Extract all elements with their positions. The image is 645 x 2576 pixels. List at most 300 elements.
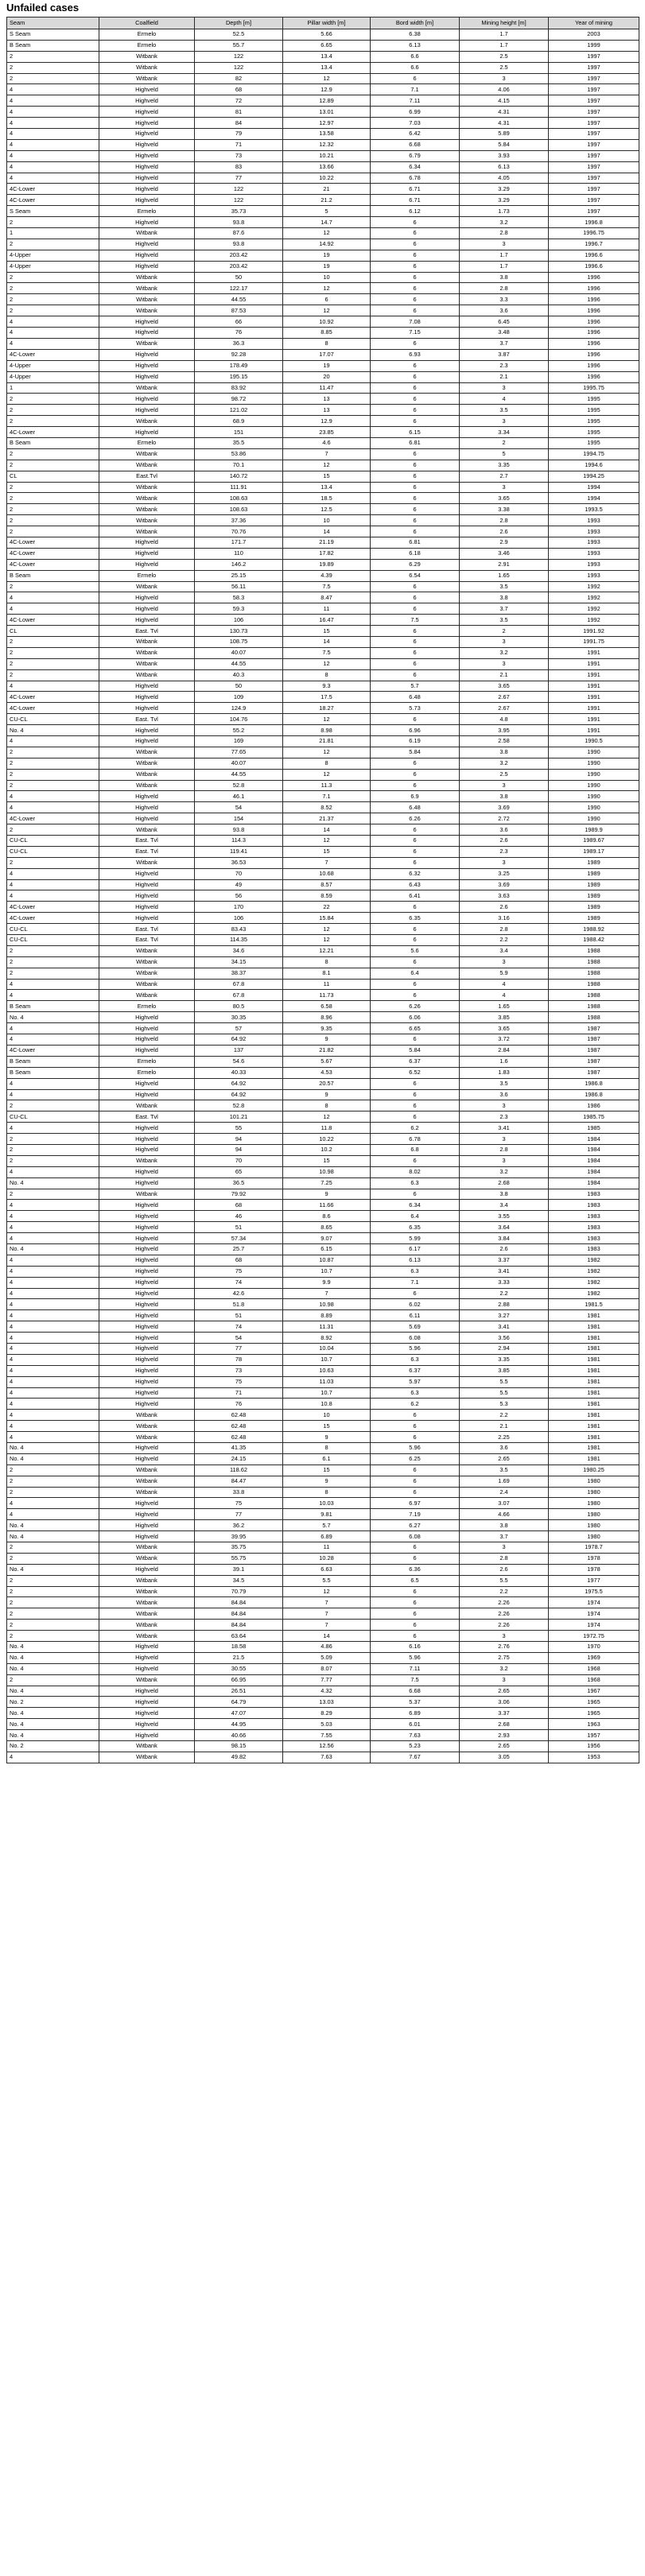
table-row (7, 305, 639, 316)
cell-year-of-mining: 1981 (549, 1399, 639, 1410)
cell-seam: 2 (7, 448, 99, 460)
cell-pillar-width: 12 (283, 1586, 371, 1597)
cell-seam: 4 (7, 1299, 99, 1310)
table-row (7, 913, 639, 924)
cell-mining-height: 2.2 (460, 1410, 549, 1421)
cell-pillar-width: 8.89 (283, 1310, 371, 1321)
table-row (7, 902, 639, 913)
cell-pillar-width: 11.3 (283, 780, 371, 791)
cell-bord-width: 6 (371, 669, 460, 681)
cell-bord-width: 6.93 (371, 349, 460, 360)
table-row (7, 1741, 639, 1752)
cell-depth: 37.36 (195, 515, 283, 526)
cell-coalfield: Highveld (99, 261, 195, 272)
cell-mining-height: 2.84 (460, 1045, 549, 1056)
cell-pillar-width: 17.07 (283, 349, 371, 360)
cell-depth: 64.92 (195, 1034, 283, 1046)
cell-pillar-width: 13.03 (283, 1697, 371, 1708)
cell-seam: 4 (7, 95, 99, 107)
cell-mining-height: 3.7 (460, 603, 549, 615)
cell-year-of-mining: 1978.7 (549, 1542, 639, 1554)
table-row (7, 824, 639, 836)
cell-depth: 75 (195, 1498, 283, 1509)
cell-bord-width: 6 (371, 592, 460, 603)
cell-seam: No. 4 (7, 1730, 99, 1741)
cell-coalfield: Highveld (99, 1498, 195, 1509)
cell-mining-height: 3.07 (460, 1498, 549, 1509)
cell-year-of-mining: 1988 (549, 945, 639, 956)
cell-depth: 46.1 (195, 791, 283, 802)
cell-pillar-width: 7.1 (283, 791, 371, 802)
cell-mining-height: 3.64 (460, 1222, 549, 1233)
cell-pillar-width: 8.85 (283, 328, 371, 339)
cell-seam: 4 (7, 139, 99, 150)
cell-coalfield: Witbank (99, 1465, 195, 1476)
cell-mining-height: 4.15 (460, 95, 549, 107)
cell-year-of-mining: 1992 (549, 603, 639, 615)
cell-mining-height: 2.6 (460, 1564, 549, 1575)
header-bord-width: Bord width [m] (371, 17, 460, 29)
cell-mining-height: 3.8 (460, 747, 549, 758)
cell-depth: 101.21 (195, 1111, 283, 1123)
cell-bord-width: 6 (371, 228, 460, 239)
cell-seam: 2 (7, 769, 99, 780)
cell-mining-height: 2.6 (460, 902, 549, 913)
cell-depth: 82 (195, 73, 283, 84)
cell-mining-height: 3 (460, 382, 549, 394)
cell-year-of-mining: 1988.42 (549, 935, 639, 946)
cell-seam: 4C-Lower (7, 427, 99, 438)
cell-year-of-mining: 1980.25 (549, 1465, 639, 1476)
cell-seam: 4 (7, 736, 99, 747)
cell-bord-width: 7.15 (371, 328, 460, 339)
cell-coalfield: Highveld (99, 1663, 195, 1674)
cell-bord-width: 6.37 (371, 1365, 460, 1376)
table-row (7, 1189, 639, 1200)
table-row (7, 482, 639, 493)
cell-bord-width: 6.8 (371, 1144, 460, 1155)
cell-mining-height: 2.94 (460, 1343, 549, 1354)
cell-depth: 87.53 (195, 305, 283, 316)
cell-mining-height: 3.5 (460, 405, 549, 416)
cell-year-of-mining: 1957 (549, 1730, 639, 1741)
cell-bord-width: 6 (371, 769, 460, 780)
cell-coalfield: Witbank (99, 1586, 195, 1597)
table-row (7, 195, 639, 206)
cell-seam: 4 (7, 1266, 99, 1277)
cell-coalfield: Highveld (99, 791, 195, 802)
cell-pillar-width: 9.07 (283, 1233, 371, 1244)
cell-bord-width: 6.26 (371, 813, 460, 824)
cell-seam: 4 (7, 107, 99, 118)
cell-coalfield: Witbank (99, 669, 195, 681)
cell-year-of-mining: 1980 (549, 1520, 639, 1531)
cell-year-of-mining: 1993 (549, 537, 639, 548)
cell-depth: 87.6 (195, 228, 283, 239)
cell-seam: CU-CL (7, 836, 99, 847)
cell-seam: 4C-Lower (7, 184, 99, 195)
cell-mining-height: 1.69 (460, 1476, 549, 1487)
cell-seam: B Seam (7, 437, 99, 448)
cell-seam: CU-CL (7, 846, 99, 857)
cell-depth: 111.91 (195, 482, 283, 493)
cell-depth: 92.28 (195, 349, 283, 360)
cell-bord-width: 7.5 (371, 615, 460, 626)
cell-mining-height: 5.5 (460, 1376, 549, 1387)
cell-year-of-mining: 1991 (549, 647, 639, 658)
cell-seam: 2 (7, 1608, 99, 1620)
table-row (7, 1089, 639, 1100)
cell-depth: 66.95 (195, 1674, 283, 1686)
cell-coalfield: Highveld (99, 813, 195, 824)
cell-bord-width: 6.34 (371, 1200, 460, 1211)
cell-seam: 2 (7, 73, 99, 84)
cell-mining-height: 2.3 (460, 360, 549, 371)
cell-seam: 4 (7, 1233, 99, 1244)
cell-mining-height: 3.4 (460, 945, 549, 956)
cell-depth: 62.48 (195, 1421, 283, 1432)
cell-pillar-width: 8 (283, 1443, 371, 1454)
cell-bord-width: 6 (371, 758, 460, 769)
cell-depth: 36.3 (195, 338, 283, 349)
table-row (7, 1564, 639, 1575)
cell-mining-height: 3.65 (460, 493, 549, 504)
cell-bord-width: 7.1 (371, 1277, 460, 1288)
cell-seam: 4 (7, 1421, 99, 1432)
cell-year-of-mining: 1992 (549, 592, 639, 603)
cell-bord-width: 7.03 (371, 118, 460, 129)
cell-mining-height: 3.6 (460, 824, 549, 836)
cell-coalfield: Ermelo (99, 1001, 195, 1012)
cell-mining-height: 5.3 (460, 1399, 549, 1410)
cell-coalfield: Highveld (99, 703, 195, 714)
cell-coalfield: Highveld (99, 1012, 195, 1023)
cell-mining-height: 3.33 (460, 1277, 549, 1288)
cell-pillar-width: 5.67 (283, 1056, 371, 1067)
cell-pillar-width: 5.66 (283, 29, 371, 41)
cell-coalfield: Highveld (99, 1023, 195, 1034)
cell-depth: 41.35 (195, 1443, 283, 1454)
cell-pillar-width: 13 (283, 405, 371, 416)
cell-coalfield: Highveld (99, 868, 195, 879)
cell-mining-height: 3 (460, 857, 549, 868)
cell-year-of-mining: 1995 (549, 427, 639, 438)
cell-mining-height: 3 (460, 658, 549, 669)
cell-year-of-mining: 1997 (549, 206, 639, 217)
table-row (7, 526, 639, 537)
cell-bord-width: 6 (371, 394, 460, 405)
table-row (7, 1730, 639, 1741)
cell-year-of-mining: 1993 (549, 526, 639, 537)
cell-year-of-mining: 1981.5 (549, 1299, 639, 1310)
cell-pillar-width: 12.89 (283, 95, 371, 107)
cell-bord-width: 6 (371, 1465, 460, 1476)
cell-pillar-width: 14.7 (283, 217, 371, 228)
cell-bord-width: 6.11 (371, 1310, 460, 1321)
table-row (7, 1354, 639, 1365)
table-row (7, 1531, 639, 1542)
cell-seam: 2 (7, 62, 99, 73)
cell-coalfield: Witbank (99, 647, 195, 658)
cell-depth: 84.47 (195, 1476, 283, 1487)
cell-depth: 39.1 (195, 1564, 283, 1575)
cell-year-of-mining: 1953 (549, 1752, 639, 1763)
cell-seam: No. 4 (7, 1531, 99, 1542)
cell-bord-width: 6 (371, 636, 460, 647)
cell-seam: 2 (7, 636, 99, 647)
table-row (7, 1100, 639, 1111)
cell-year-of-mining: 1981 (549, 1387, 639, 1399)
cell-depth: 114.35 (195, 935, 283, 946)
cell-pillar-width: 8.92 (283, 1333, 371, 1344)
cell-pillar-width: 7 (283, 1288, 371, 1299)
cell-mining-height: 5.9 (460, 968, 549, 979)
table-row (7, 603, 639, 615)
cell-coalfield: Highveld (99, 1222, 195, 1233)
cell-pillar-width: 8.96 (283, 1012, 371, 1023)
cell-coalfield: Highveld (99, 1343, 195, 1354)
cell-year-of-mining: 1988 (549, 1012, 639, 1023)
cell-depth: 54.6 (195, 1056, 283, 1067)
cell-coalfield: Witbank (99, 294, 195, 305)
table-row (7, 349, 639, 360)
cell-pillar-width: 18.5 (283, 493, 371, 504)
cell-year-of-mining: 1991.92 (549, 626, 639, 637)
cell-seam: 2 (7, 526, 99, 537)
cell-seam: 4 (7, 868, 99, 879)
cell-coalfield: Highveld (99, 1520, 195, 1531)
cell-coalfield: Highveld (99, 1642, 195, 1653)
cell-coalfield: East. Tvl (99, 846, 195, 857)
cell-seam: 2 (7, 416, 99, 427)
cell-bord-width: 6 (371, 1476, 460, 1487)
table-row (7, 1299, 639, 1310)
cell-seam: 4 (7, 316, 99, 328)
cell-pillar-width: 12 (283, 714, 371, 725)
cell-bord-width: 6 (371, 924, 460, 935)
cell-mining-height: 3 (460, 956, 549, 968)
table-row (7, 1586, 639, 1597)
cell-coalfield: East. Tvl (99, 626, 195, 637)
table-row (7, 1399, 639, 1410)
cell-mining-height: 2.72 (460, 813, 549, 824)
cell-pillar-width: 9.3 (283, 681, 371, 692)
table-row (7, 1674, 639, 1686)
cell-mining-height: 3.29 (460, 195, 549, 206)
cell-depth: 40.07 (195, 647, 283, 658)
cell-seam: 4 (7, 879, 99, 890)
cell-coalfield: Witbank (99, 968, 195, 979)
cell-seam: B Seam (7, 40, 99, 51)
cell-bord-width: 6.3 (371, 1177, 460, 1189)
cell-mining-height: 2.8 (460, 283, 549, 294)
cell-mining-height: 3.2 (460, 647, 549, 658)
cell-pillar-width: 4.53 (283, 1067, 371, 1078)
table-row (7, 945, 639, 956)
cell-coalfield: Highveld (99, 360, 195, 371)
cell-coalfield: Witbank (99, 1155, 195, 1166)
cell-depth: 122 (195, 184, 283, 195)
table-row (7, 758, 639, 769)
cell-year-of-mining: 1994.6 (549, 460, 639, 471)
cell-mining-height: 3 (460, 239, 549, 250)
table-row (7, 427, 639, 438)
cell-pillar-width: 6.89 (283, 1531, 371, 1542)
cell-bord-width: 6 (371, 239, 460, 250)
cell-year-of-mining: 1999 (549, 40, 639, 51)
cell-pillar-width: 12 (283, 305, 371, 316)
cell-coalfield: Highveld (99, 603, 195, 615)
cell-year-of-mining: 1982 (549, 1266, 639, 1277)
cell-year-of-mining: 1965 (549, 1708, 639, 1719)
table-row (7, 1078, 639, 1089)
cell-pillar-width: 5 (283, 206, 371, 217)
cell-bord-width: 6.29 (371, 559, 460, 570)
cell-mining-height: 2.7 (460, 471, 549, 482)
cell-bord-width: 6.25 (371, 1453, 460, 1465)
cell-depth: 36.53 (195, 857, 283, 868)
cell-seam: 4 (7, 1166, 99, 1177)
cell-pillar-width: 17.82 (283, 548, 371, 559)
cell-seam: 2 (7, 1476, 99, 1487)
cell-year-of-mining: 1989.17 (549, 846, 639, 857)
cell-year-of-mining: 1996.75 (549, 228, 639, 239)
cell-seam: 4 (7, 1123, 99, 1134)
cell-depth: 62.48 (195, 1432, 283, 1443)
cell-year-of-mining: 1997 (549, 51, 639, 62)
cell-coalfield: Highveld (99, 692, 195, 703)
cell-seam: 4 (7, 173, 99, 184)
cell-mining-height: 2.3 (460, 846, 549, 857)
cell-mining-height: 4.8 (460, 714, 549, 725)
table-row (7, 1321, 639, 1333)
cell-coalfield: Ermelo (99, 1056, 195, 1067)
cell-year-of-mining: 1981 (549, 1321, 639, 1333)
cell-bord-width: 5.96 (371, 1652, 460, 1663)
cell-seam: No. 4 (7, 1243, 99, 1255)
cell-coalfield: Highveld (99, 1509, 195, 1520)
cell-depth: 110 (195, 548, 283, 559)
cell-mining-height: 3.6 (460, 305, 549, 316)
cell-seam: CU-CL (7, 924, 99, 935)
table-row (7, 95, 639, 107)
cell-coalfield: Highveld (99, 615, 195, 626)
table-row (7, 879, 639, 890)
cell-pillar-width: 13.4 (283, 482, 371, 493)
cell-pillar-width: 4.86 (283, 1642, 371, 1653)
cell-pillar-width: 15.84 (283, 913, 371, 924)
cell-pillar-width: 10.2 (283, 1144, 371, 1155)
cell-depth: 51.8 (195, 1299, 283, 1310)
cell-coalfield: Highveld (99, 1531, 195, 1542)
cell-bord-width: 6 (371, 1155, 460, 1166)
cell-depth: 79 (195, 129, 283, 140)
cell-bord-width: 6 (371, 360, 460, 371)
cell-mining-height: 2.67 (460, 703, 549, 714)
cell-pillar-width: 12 (283, 769, 371, 780)
cell-bord-width: 6.96 (371, 725, 460, 736)
cell-seam: 4C-Lower (7, 548, 99, 559)
cell-seam: 4C-Lower (7, 195, 99, 206)
cell-coalfield: Highveld (99, 1321, 195, 1333)
cell-coalfield: Highveld (99, 592, 195, 603)
cell-mining-height: 2.91 (460, 559, 549, 570)
cell-pillar-width: 11 (283, 979, 371, 990)
cell-year-of-mining: 1988 (549, 979, 639, 990)
cell-depth: 64.92 (195, 1078, 283, 1089)
cell-coalfield: Ermelo (99, 570, 195, 581)
cell-seam: 2 (7, 780, 99, 791)
cell-coalfield: Witbank (99, 758, 195, 769)
cell-mining-height: 6.13 (460, 161, 549, 173)
cell-mining-height: 2 (460, 626, 549, 637)
cell-coalfield: Highveld (99, 394, 195, 405)
cell-bord-width: 6 (371, 935, 460, 946)
cell-year-of-mining: 1980 (549, 1476, 639, 1487)
cell-coalfield: Highveld (99, 1034, 195, 1046)
cell-bord-width: 6.13 (371, 1255, 460, 1266)
cell-coalfield: Witbank (99, 1542, 195, 1554)
cell-coalfield: Witbank (99, 382, 195, 394)
cell-bord-width: 6.81 (371, 537, 460, 548)
table-row (7, 669, 639, 681)
cell-year-of-mining: 1996.7 (549, 239, 639, 250)
cell-year-of-mining: 1997 (549, 150, 639, 161)
cell-seam: 4 (7, 1365, 99, 1376)
cell-year-of-mining: 1996 (549, 294, 639, 305)
table-row (7, 107, 639, 118)
cell-coalfield: Highveld (99, 1200, 195, 1211)
table-row (7, 206, 639, 217)
cell-year-of-mining: 1981 (549, 1443, 639, 1454)
cell-year-of-mining: 1983 (549, 1211, 639, 1222)
table-row (7, 118, 639, 129)
cell-seam: 2 (7, 504, 99, 515)
cell-bord-width: 5.96 (371, 1443, 460, 1454)
table-row (7, 559, 639, 570)
cell-bord-width: 6.17 (371, 1243, 460, 1255)
cell-coalfield: Witbank (99, 1608, 195, 1620)
cell-year-of-mining: 1996 (549, 360, 639, 371)
cell-seam: 4 (7, 990, 99, 1001)
cell-seam: 2 (7, 1620, 99, 1631)
cell-mining-height: 4.06 (460, 84, 549, 95)
table-row (7, 1045, 639, 1056)
cell-bord-width: 6.48 (371, 692, 460, 703)
cell-coalfield: Highveld (99, 1399, 195, 1410)
cell-pillar-width: 20.57 (283, 1078, 371, 1089)
cell-pillar-width: 12.21 (283, 945, 371, 956)
cell-year-of-mining: 1984 (549, 1155, 639, 1166)
cell-seam: 2 (7, 405, 99, 416)
cell-seam: 2 (7, 1597, 99, 1608)
cell-bord-width: 6 (371, 217, 460, 228)
cell-mining-height: 3 (460, 1155, 549, 1166)
cell-bord-width: 6.4 (371, 1211, 460, 1222)
cell-depth: 68.9 (195, 416, 283, 427)
cell-depth: 35.75 (195, 1542, 283, 1554)
cell-depth: 104.76 (195, 714, 283, 725)
cell-seam: 2 (7, 1155, 99, 1166)
cell-coalfield: Highveld (99, 95, 195, 107)
table-row (7, 84, 639, 95)
cell-coalfield: Highveld (99, 1078, 195, 1089)
table-row (7, 283, 639, 294)
cell-year-of-mining: 1987 (549, 1023, 639, 1034)
cell-mining-height: 3 (460, 1631, 549, 1642)
table-row (7, 857, 639, 868)
cell-pillar-width: 7.77 (283, 1674, 371, 1686)
